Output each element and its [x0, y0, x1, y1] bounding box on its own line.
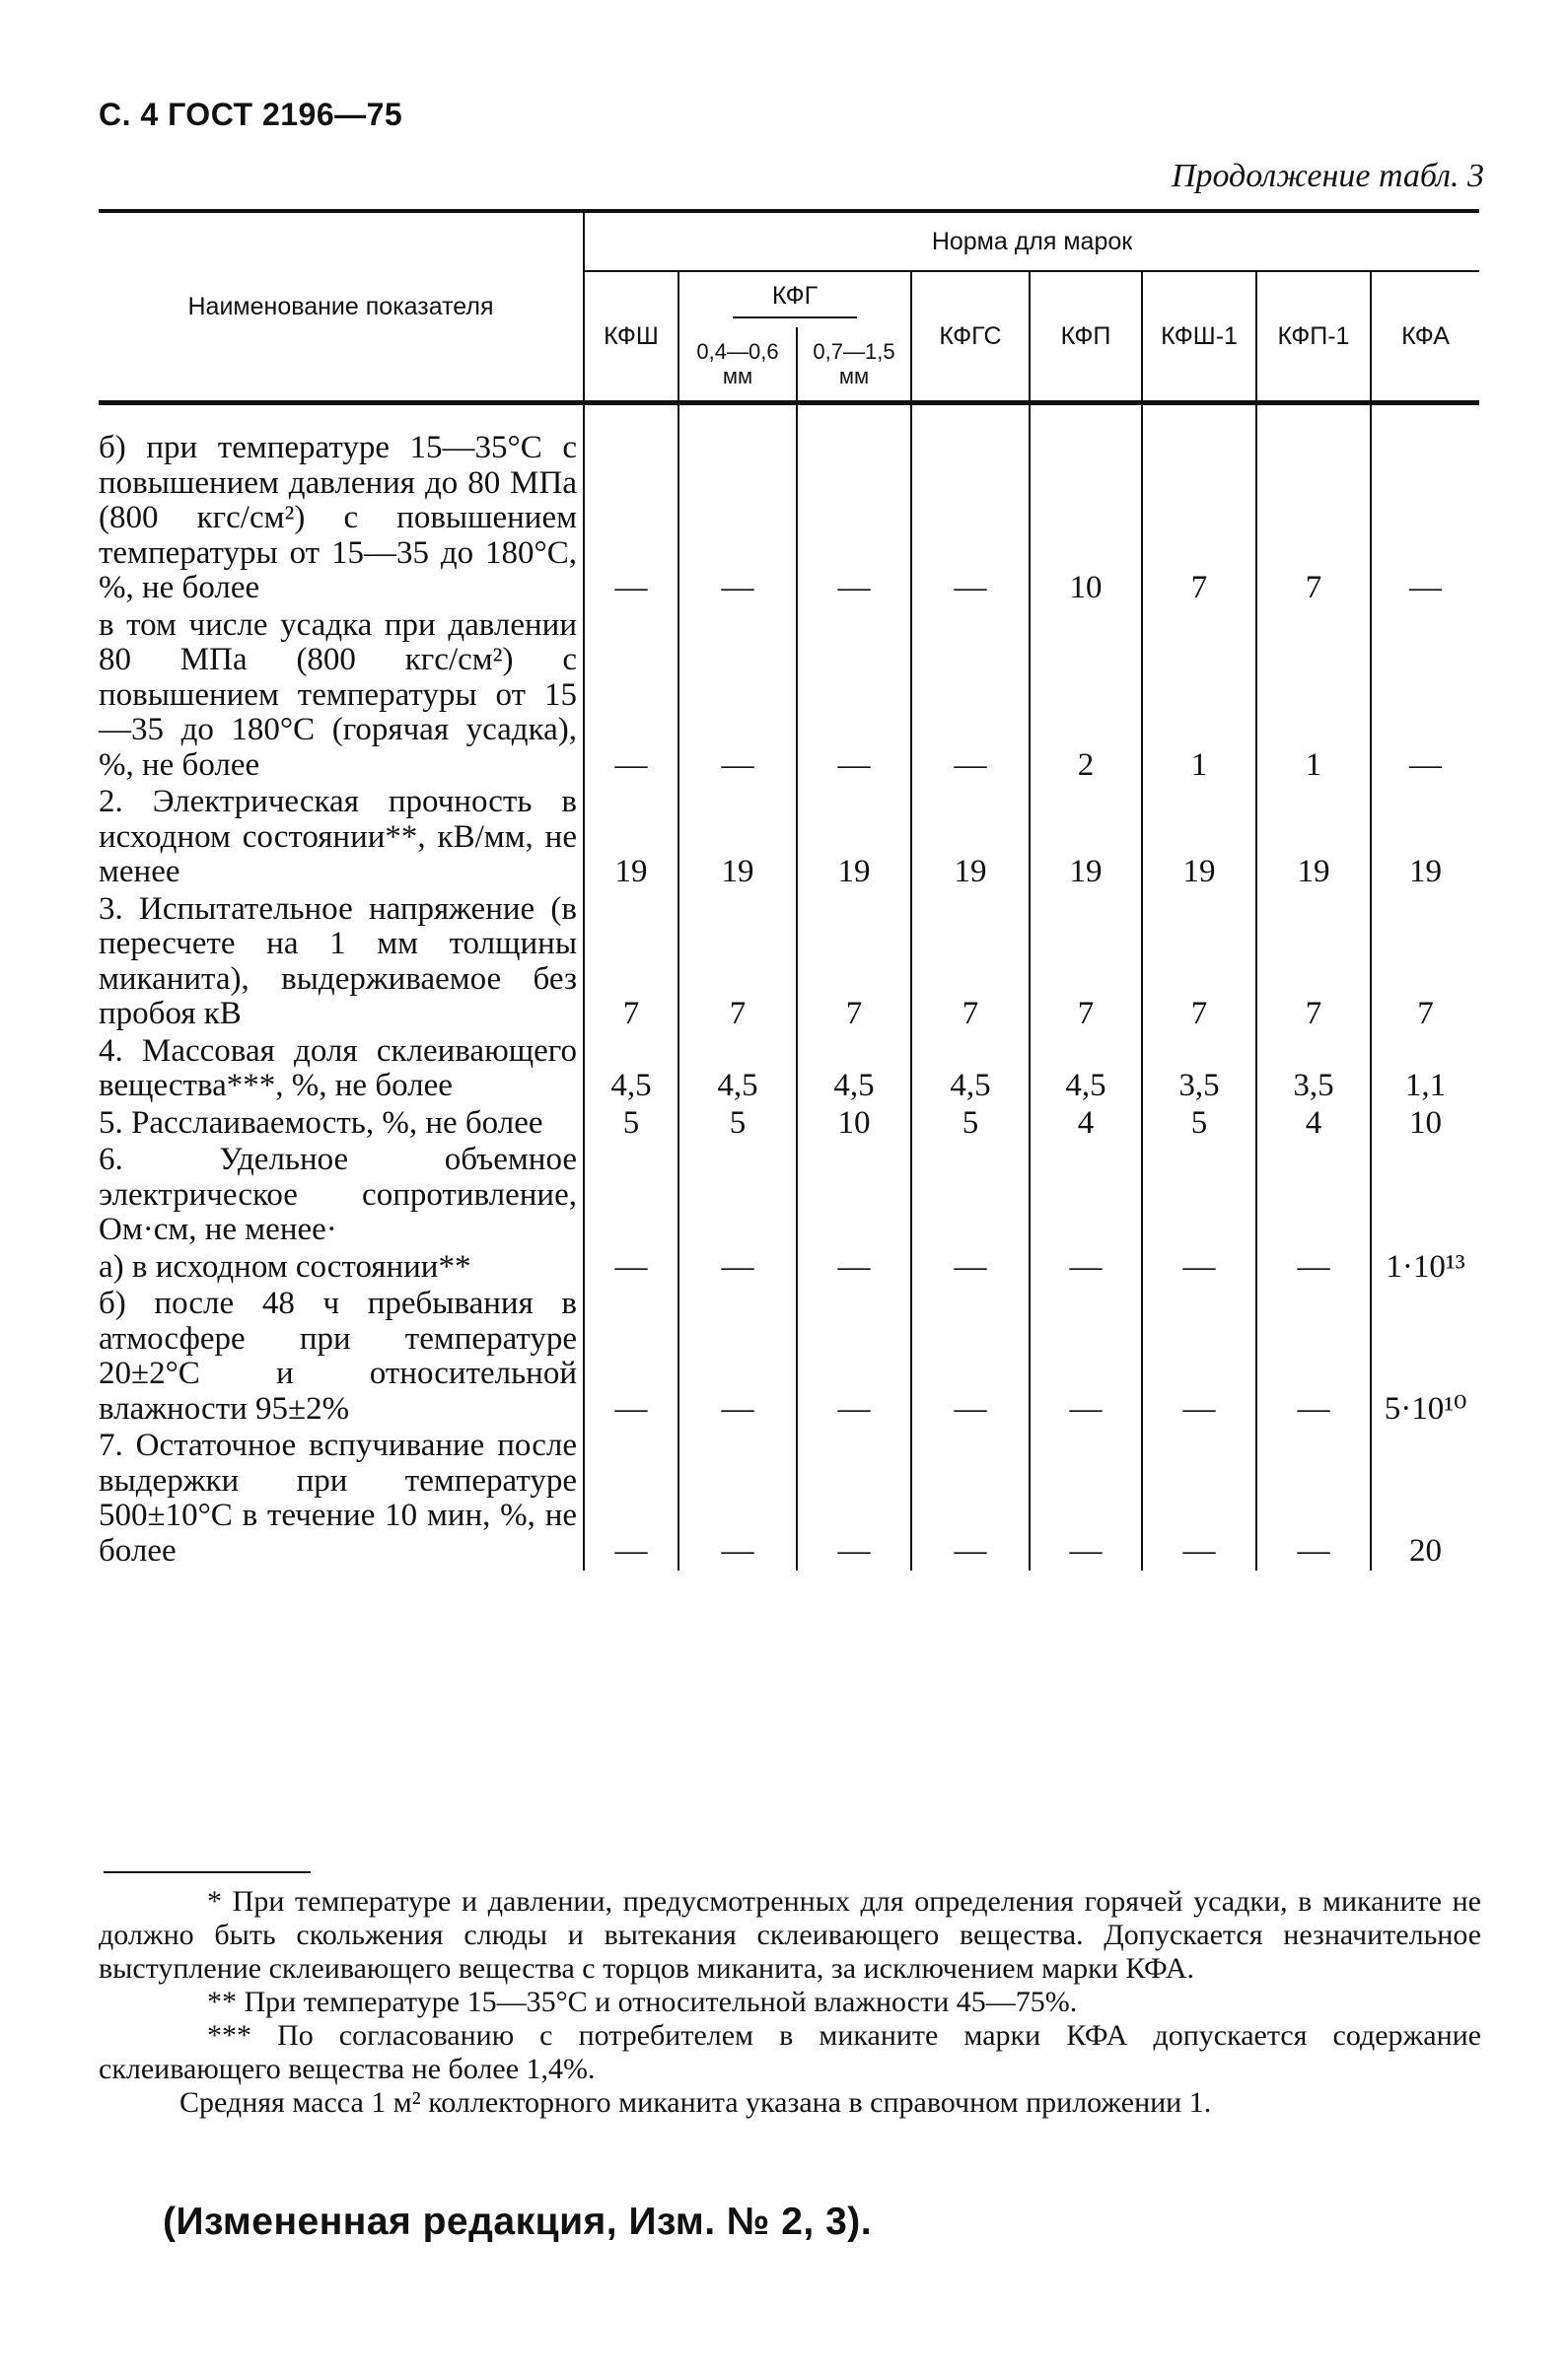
spec-table-container: [99, 209, 1479, 1571]
column-header-kfa: КФА: [1371, 271, 1479, 403]
cell-value: 5: [1142, 1106, 1256, 1144]
cell-value: [911, 1143, 1030, 1250]
cell-value: —: [797, 1287, 911, 1429]
cell-value: 1: [1142, 608, 1256, 786]
kfg-group-header: [678, 271, 911, 327]
cell-value: 2: [1030, 608, 1142, 786]
cell-value: —: [1030, 1287, 1142, 1429]
table-row: [99, 1429, 1479, 1571]
cell-value: —: [1142, 1287, 1256, 1429]
cell-value: 4,5: [1030, 1034, 1142, 1106]
cell-value: [1371, 1143, 1479, 1250]
table-row: [99, 1106, 1479, 1144]
cell-value: 7: [678, 892, 797, 1034]
cell-value: 7: [1030, 892, 1142, 1034]
column-header-kfg-thick: 0,7—1,5 мм: [797, 327, 911, 403]
row-name: в том числе усадка при давлении 80 МПа (800 кгс/см²) с повышением температуры от 15—35 до 180°С (горячая усадка), %, не более: [99, 608, 584, 786]
cell-value: 5: [584, 1106, 678, 1144]
table-body: [99, 403, 1479, 1572]
cell-value: [1030, 1143, 1142, 1250]
cell-value: —: [678, 403, 797, 608]
cell-value: [584, 1143, 678, 1250]
row-name: б) после 48 ч пребывания в атмосфере при температуре 20±2°С и относительной влажности 95±2%: [99, 1287, 584, 1429]
cell-value: —: [797, 403, 911, 608]
cell-value: 19: [1409, 854, 1443, 889]
amendment-note: (Измененная редакция, Изм. № 2, 3).: [163, 2201, 873, 2243]
cell-value: —: [584, 1250, 678, 1288]
cell-value: 19: [797, 785, 911, 892]
cell-value: 20: [1409, 1532, 1443, 1569]
page-header: С. 4 ГОСТ 2196—75: [99, 97, 403, 132]
cell-value: —: [1409, 746, 1443, 783]
row-name: 4. Массовая доля склеивающего вещества***, %, не более: [99, 1034, 584, 1106]
table-caption: Продолжение табл. 3: [1171, 158, 1484, 194]
cell-value: 4,5: [911, 1034, 1030, 1106]
norm-group-header: Норма для марок: [584, 211, 1479, 271]
cell-value: 4,5: [797, 1034, 911, 1106]
row-name: 5. Расслаиваемость, %, не более: [99, 1106, 584, 1144]
cell-value: —: [911, 1429, 1030, 1571]
cell-value: —: [678, 608, 797, 786]
table-row: [99, 403, 1479, 608]
table-row: [99, 1287, 1479, 1429]
cell-value: —: [797, 1250, 911, 1288]
spec-table: [99, 209, 1479, 1571]
name-column-header: Наименование показателя: [99, 211, 584, 403]
cell-value: 3,5: [1256, 1034, 1371, 1106]
row-name: 2. Электрическая прочность в исходном состоянии**, кВ/мм, не менее: [99, 785, 584, 892]
cell-value: 4: [1030, 1106, 1142, 1144]
column-header-kfgs: КФГС: [911, 271, 1030, 403]
cell-value: [1256, 1143, 1371, 1250]
cell-value: —: [797, 608, 911, 786]
cell-value: 19: [584, 785, 678, 892]
table-row: [99, 785, 1479, 892]
cell-value: [1142, 1143, 1256, 1250]
table-row: [99, 1034, 1479, 1106]
cell-value: 5·10¹⁰: [1384, 1390, 1467, 1427]
cell-value: 10: [797, 1106, 911, 1144]
row-name: 7. Остаточное вспучивание после выдержки при температуре 500±10°С в течение 10 мин, %, не более: [99, 1429, 584, 1571]
cell-value: 7: [584, 892, 678, 1034]
cell-value: —: [678, 1429, 797, 1571]
table-row: [99, 1250, 1479, 1288]
footnote-binder-content: *** По согласованию с потребителем в миканите марки КФА допускается содержание склеивающего вещества не более 1,4%.: [99, 2019, 1481, 2085]
cell-value: 19: [1142, 785, 1256, 892]
footnote-divider: [104, 1871, 311, 1873]
table-row: [99, 892, 1479, 1034]
cell-value: 7: [1256, 892, 1371, 1034]
cell-value: —: [1256, 1250, 1371, 1288]
cell-value: 1,1: [1404, 1068, 1447, 1103]
cell-value: 10: [1409, 1104, 1443, 1141]
cell-value: —: [911, 1287, 1030, 1429]
cell-value: —: [1409, 570, 1443, 605]
cell-value: 7: [1142, 892, 1256, 1034]
cell-value: —: [797, 1429, 911, 1571]
cell-value: —: [1142, 1429, 1256, 1571]
row-name: а) в исходном состоянии**: [99, 1250, 584, 1288]
cell-value: 19: [911, 785, 1030, 892]
cell-value: 5: [911, 1106, 1030, 1144]
table-row: [99, 1143, 1479, 1250]
column-header-kfg-thin: 0,4—0,6 мм: [678, 327, 797, 403]
cell-value: 4: [1256, 1106, 1371, 1144]
cell-value: 7: [1142, 403, 1256, 608]
cell-value: —: [911, 1250, 1030, 1288]
cell-value: —: [1256, 1429, 1371, 1571]
cell-value: —: [678, 1250, 797, 1288]
cell-value: 1·10¹³: [1386, 1248, 1465, 1285]
cell-value: —: [911, 403, 1030, 608]
footnotes: [99, 1885, 1481, 2120]
cell-value: 5: [678, 1106, 797, 1144]
cell-value: —: [1030, 1429, 1142, 1571]
row-name: б) при температуре 15—35°С с повышением давления до 80 МПа (800 кгс/см²) с повышением температуры от 15—35 до 180°С, %, не более: [99, 403, 584, 608]
cell-value: [678, 1143, 797, 1250]
kfg-label: КФГ: [733, 282, 857, 318]
table-header: [99, 211, 1479, 403]
footnote-hot-shrinkage: * При температуре и давлении, предусмотренных для определения горячей усадки, в миканите не должно быть скольжения слюды и вытекания склеивающего вещества. Допускается незначительное выступление склеивающего вещества с торцов миканита, за исключением марки КФА.: [99, 1885, 1481, 1985]
cell-value: 7: [1417, 996, 1434, 1031]
cell-value: 19: [678, 785, 797, 892]
note-average-mass: Средняя масса 1 м² коллекторного миканита указана в справочном приложении 1.: [179, 2086, 1212, 2119]
cell-value: —: [584, 1287, 678, 1429]
cell-value: 3,5: [1142, 1034, 1256, 1106]
cell-value: —: [678, 1287, 797, 1429]
cell-value: —: [1142, 1250, 1256, 1288]
cell-value: 7: [911, 892, 1030, 1034]
table-row: [99, 608, 1479, 786]
cell-value: 10: [1030, 403, 1142, 608]
cell-value: [797, 1143, 911, 1250]
cell-value: —: [911, 608, 1030, 786]
cell-value: 4,5: [584, 1034, 678, 1106]
cell-value: 7: [797, 892, 911, 1034]
column-header-kfsh: КФШ: [584, 271, 678, 403]
row-name: 6. Удельное объемное электрическое сопротивление, Ом·см, не менее·: [99, 1143, 584, 1250]
cell-value: —: [584, 403, 678, 608]
cell-value: 4,5: [678, 1034, 797, 1106]
row-name: 3. Испытательное напряжение (в пересчете на 1 мм толщины миканита), выдерживаемое без пробоя кВ: [99, 892, 584, 1034]
cell-value: 7: [1256, 403, 1371, 608]
footnote-humidity: ** При температуре 15—35°С и относительной влажности 45—75%.: [207, 1986, 1078, 2018]
column-header-kfp: КФП: [1030, 271, 1142, 403]
cell-value: —: [1256, 1287, 1371, 1429]
cell-value: 19: [1030, 785, 1142, 892]
cell-value: 1: [1256, 608, 1371, 786]
cell-value: 19: [1256, 785, 1371, 892]
cell-value: —: [584, 1429, 678, 1571]
column-header-kfsh1: КФШ-1: [1142, 271, 1256, 403]
column-header-kfp1: КФП-1: [1256, 271, 1371, 403]
cell-value: —: [1030, 1250, 1142, 1288]
cell-value: —: [584, 608, 678, 786]
